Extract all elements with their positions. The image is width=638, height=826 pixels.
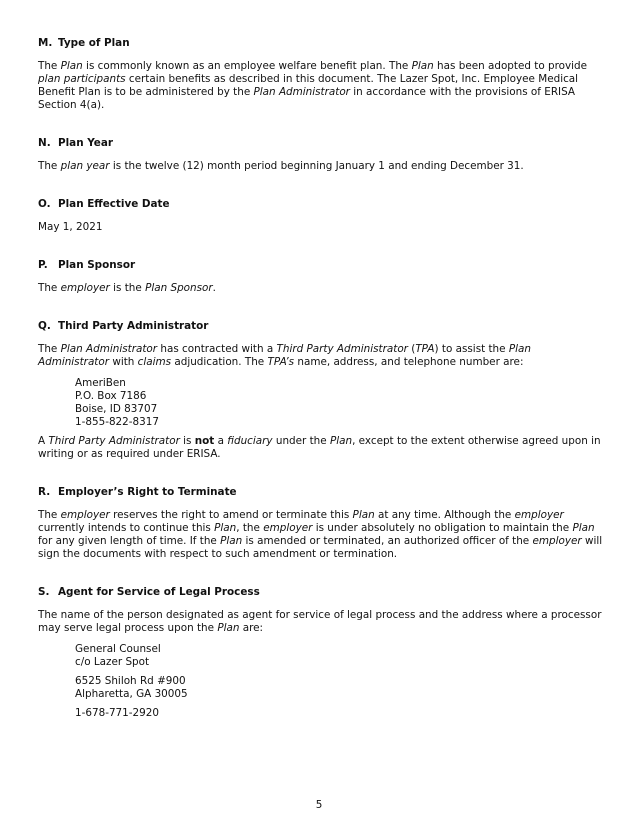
section-paragraph: The employer is the Plan Sponsor. <box>38 282 216 294</box>
section-heading: R. Employer’s Right to Terminate <box>38 486 237 498</box>
section-heading: M. Type of Plan <box>38 37 130 49</box>
section-plan-year <box>38 137 604 173</box>
address-line: c/o Lazer Spot <box>75 656 150 668</box>
section-third-party-administrator <box>38 320 604 461</box>
section-type-of-plan <box>38 37 604 112</box>
agent-address-block <box>75 643 604 720</box>
section-plan-effective-date <box>38 198 604 234</box>
section-paragraph: The Plan is commonly known as an employee welfare benefit plan. The Plan has been adopted to provide plan participants certain benefits as described in this document. The Lazer Spot, Inc. Employee Medical Benefit Plan is to be administered by the Plan Administrator in accordance with the provisions of ERISA Section 4(a). <box>38 60 588 111</box>
tpa-address-block <box>75 377 604 429</box>
section-heading: S. Agent for Service of Legal Process <box>38 586 260 598</box>
address-line: P.O. Box 7186 <box>75 390 147 402</box>
agent-name-block <box>75 643 604 669</box>
section-paragraph: The plan year is the twelve (12) month period beginning January 1 and ending December 31. <box>38 160 524 172</box>
phone-number: 1-855-822-8317 <box>75 416 159 428</box>
agent-street-block <box>75 675 604 701</box>
address-line: Alpharetta, GA 30005 <box>75 688 188 700</box>
section-paragraph: The Plan Administrator has contracted with a Third Party Administrator (TPA) to assist the Plan Administrator with claims adjudication. The TPA’s name, address, and telephone number are: <box>38 343 531 368</box>
document-page <box>38 37 604 745</box>
section-paragraph: A Third Party Administrator is not a fiduciary under the Plan, except to the extent otherwise agreed upon in writing or as required under ERISA. <box>38 435 601 460</box>
phone-number: 1-678-771-2920 <box>75 707 159 719</box>
section-paragraph: The name of the person designated as agent for service of legal process and the address where a processor may serve legal process upon the Plan are: <box>38 609 602 634</box>
effective-date: May 1, 2021 <box>38 221 103 233</box>
section-paragraph: The employer reserves the right to amend or terminate this Plan at any time. Although the employer currently intends to continue this Plan, the employer is under absolutely no obligation to maintain the Plan for any given length of time. If the Plan is amended or terminated, an authorized officer of the employer will sign the documents with respect to such amendment or termination. <box>38 509 603 560</box>
section-employer-right-to-terminate <box>38 486 604 561</box>
page-number: 5 <box>315 799 323 811</box>
section-heading: N. Plan Year <box>38 137 113 149</box>
section-plan-sponsor <box>38 259 604 295</box>
address-line: General Counsel <box>75 643 161 655</box>
section-heading: O. Plan Effective Date <box>38 198 170 210</box>
address-line: AmeriBen <box>75 377 126 389</box>
section-heading: P. Plan Sponsor <box>38 259 136 271</box>
section-heading: Q. Third Party Administrator <box>38 320 209 332</box>
address-line: Boise, ID 83707 <box>75 403 158 415</box>
section-agent-for-legal-process <box>38 586 604 720</box>
address-line: 6525 Shiloh Rd #900 <box>75 675 186 687</box>
